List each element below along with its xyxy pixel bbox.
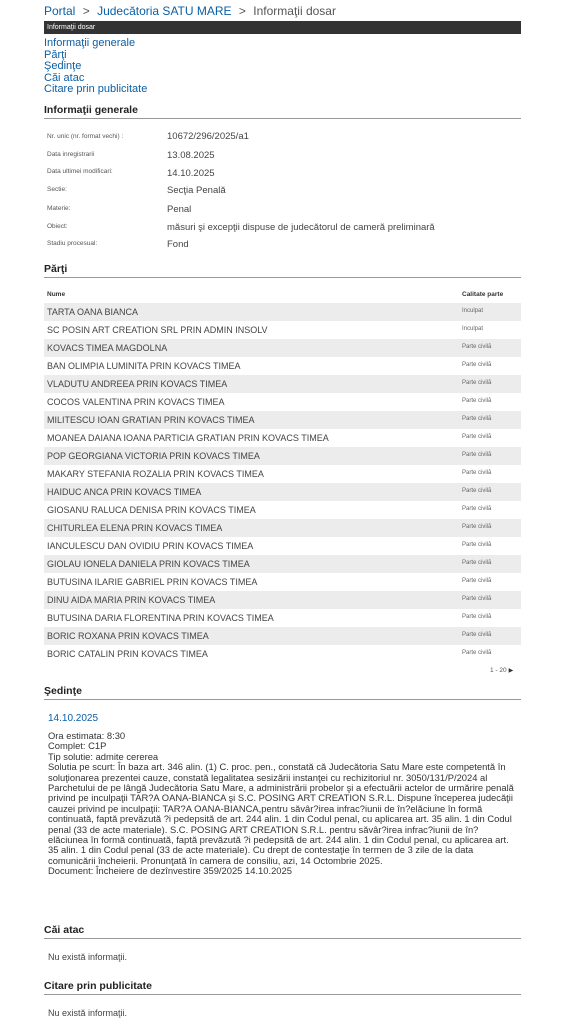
party-name: SC POSIN ART CREATION SRL PRIN ADMIN INSOLV bbox=[47, 325, 268, 335]
party-name: BUTUSINA DARIA FLORENTINA PRIN KOVACS TIMEA bbox=[47, 613, 274, 623]
breadcrumb bbox=[44, 4, 336, 18]
party-name: VLADUTU ANDREEA PRIN KOVACS TIMEA bbox=[47, 379, 228, 389]
table-row bbox=[44, 375, 521, 393]
table-row bbox=[44, 411, 521, 429]
info-label: Nr. unic (nr. format vechi) : bbox=[47, 133, 124, 140]
cai-atac-empty-message: Nu există informaţii. bbox=[48, 952, 128, 962]
party-role: Parte civilă bbox=[462, 344, 492, 350]
party-role: Parte civilă bbox=[462, 632, 492, 638]
party-name: COCOS VALENTINA PRIN KOVACS TIMEA bbox=[47, 397, 225, 407]
breadcrumb-portal-link[interactable]: Portal bbox=[44, 4, 76, 18]
info-label: Sectie: bbox=[47, 186, 67, 193]
party-name: CHITURLEA ELENA PRIN KOVACS TIMEA bbox=[47, 523, 223, 533]
toc-link-parti[interactable]: Părţi bbox=[44, 48, 67, 61]
info-value[interactable]: 10672/296/2025/a1 bbox=[167, 131, 249, 142]
party-name: BORIC CATALIN PRIN KOVACS TIMEA bbox=[47, 649, 208, 659]
sedinta-date: 14.10.2025 bbox=[48, 713, 99, 724]
table-row bbox=[44, 555, 521, 573]
party-role: Parte civilă bbox=[462, 470, 492, 476]
party-role: Parte civilă bbox=[462, 398, 492, 404]
party-name: IANCULESCU DAN OVIDIU PRIN KOVACS TIMEA bbox=[47, 541, 254, 551]
sedinta-details bbox=[48, 731, 518, 877]
table-row bbox=[44, 429, 521, 447]
pagination bbox=[490, 667, 513, 674]
info-label: Stadiu procesual: bbox=[47, 240, 98, 247]
party-name: BORIC ROXANA PRIN KOVACS TIMEA bbox=[47, 631, 209, 641]
party-name: MOANEA DAIANA IOANA PARTICIA GRATIAN PRIN KOVACS TIMEA bbox=[47, 433, 329, 443]
info-label: Data inregistrarii bbox=[47, 151, 95, 158]
party-role: Inculpat bbox=[462, 308, 484, 314]
toc-link-citare[interactable]: Citare prin publicitate bbox=[44, 83, 148, 96]
info-label: Obiect: bbox=[47, 223, 68, 230]
party-name: HAIDUC ANCA PRIN KOVACS TIMEA bbox=[47, 487, 202, 497]
party-role: Inculpat bbox=[462, 326, 484, 332]
party-role: Parte civilă bbox=[462, 488, 492, 494]
party-role: Parte civilă bbox=[462, 416, 492, 422]
parti-table-header bbox=[44, 289, 521, 302]
section-title-sedinte: Şedinţe bbox=[44, 685, 521, 700]
title-bar bbox=[44, 21, 521, 34]
section-title-parti: Părţi bbox=[44, 263, 521, 278]
party-role: Parte civilă bbox=[462, 506, 492, 512]
table-row bbox=[44, 447, 521, 465]
party-name: POP GEORGIANA VICTORIA PRIN KOVACS TIMEA bbox=[47, 451, 260, 461]
info-value: Secţia Penală bbox=[167, 185, 226, 196]
sedinta-document: Document: Încheiere de dezînvestire 359/2025 14.10.2025 bbox=[48, 865, 292, 877]
party-name: BAN OLIMPIA LUMINITA PRIN KOVACS TIMEA bbox=[47, 361, 241, 371]
sedinta-solutie: Solutia pe scurt: În baza art. 346 alin. (1) C. proc. pen., constată că Judecătoria Satu Mare este competentă în soluţionarea prezentei cauze, constată legalitatea sesizării instanţei cu rechizitoriul nr. 3050/131/P/2024 al Parchetului de pe lângă Judecătoria Satu Mare, a administrării probelor şi a efectuării actelor de urmărire penală privind pe inculpaţii TAR?A OANA-BIANCA şi S.C. POSING ART CREATION S.R.L. Dispune începerea judecăţii cauzei privind pe inculpaţii: TAR?A OANA-BIANCA,pentru săvâr?irea infrac?iunii de în?elăciune în formă continuată, faptă prevăzută ?i pedepsită de art. 244 alin. 1 din Codul penal, cu aplicarea art. 35 alin. 1 din Codul penal (33 de acte materiale). S.C. POSING ART CREATION S.R.L. pentru săvâr?irea infrac?iunii de în?elăciunea în formă continuată, faptă prevăzută ?i pedepsită de art. 244 alin. 1 din Codul penal, cu aplicarea art. 35 alin. 1 din Codul penal (33 de acte materiale). Cu drept de contestaţie în termen de 3 zile de la data comunicării încheierii. Pronunţată în camera de consiliu, azi, 14 Octombrie 2025. bbox=[48, 761, 514, 866]
table-row bbox=[44, 573, 521, 591]
party-role: Parte civilă bbox=[462, 434, 492, 440]
breadcrumb-court-link[interactable]: Judecătoria SATU MARE bbox=[97, 4, 232, 18]
column-header-nume: Nume bbox=[47, 291, 66, 298]
table-row bbox=[44, 519, 521, 537]
sedinta-tip-solutie: Tip solutie: admite cererea bbox=[48, 750, 159, 762]
info-label: Data ultimei modificari: bbox=[47, 168, 113, 175]
table-row bbox=[44, 303, 521, 321]
table-row bbox=[44, 609, 521, 627]
party-role: Parte civilă bbox=[462, 524, 492, 530]
table-of-contents bbox=[44, 38, 147, 96]
party-name: GIOLAU IONELA DANIELA PRIN KOVACS TIMEA bbox=[47, 559, 250, 569]
party-role: Parte civilă bbox=[462, 650, 492, 656]
table-row bbox=[44, 501, 521, 519]
title-bar-label: Informaţii dosar bbox=[47, 24, 96, 31]
table-row bbox=[44, 627, 521, 645]
table-row bbox=[44, 645, 521, 663]
section-title-cai-atac: Căi atac bbox=[44, 924, 521, 939]
party-name: TARTA OANA BIANCA bbox=[47, 307, 139, 317]
party-role: Parte civilă bbox=[462, 560, 492, 566]
section-title-citare: Citare prin publicitate bbox=[44, 980, 521, 995]
table-row bbox=[44, 393, 521, 411]
party-name: KOVACS TIMEA MAGDOLNA bbox=[47, 343, 168, 353]
party-role: Parte civilă bbox=[462, 614, 492, 620]
party-name: MILITESCU IOAN GRATIAN PRIN KOVACS TIMEA bbox=[47, 415, 255, 425]
party-role: Parte civilă bbox=[462, 380, 492, 386]
party-role: Parte civilă bbox=[462, 542, 492, 548]
info-value: Penal bbox=[167, 204, 192, 215]
party-name: DINU AIDA MARIA PRIN KOVACS TIMEA bbox=[47, 595, 216, 605]
breadcrumb-separator: > bbox=[82, 4, 90, 18]
info-label: Materie: bbox=[47, 205, 71, 212]
info-value: Fond bbox=[167, 239, 189, 250]
citare-empty-message: Nu există informaţii. bbox=[48, 1008, 128, 1018]
party-role: Parte civilă bbox=[462, 596, 492, 602]
table-row bbox=[44, 591, 521, 609]
toc-link-informatii-generale[interactable]: Informaţii generale bbox=[44, 37, 136, 49]
breadcrumb-current: Informaţii dosar bbox=[253, 4, 336, 18]
info-value: măsuri şi excepţii dispuse de judecătorul de cameră preliminară bbox=[167, 222, 435, 233]
breadcrumb-separator: > bbox=[238, 4, 246, 18]
pagination-range: 1 - 20 bbox=[490, 667, 507, 674]
table-row bbox=[44, 537, 521, 555]
table-row bbox=[44, 357, 521, 375]
table-row bbox=[44, 483, 521, 501]
section-title-informatii-generale: Informaţii generale bbox=[44, 104, 521, 119]
toc-link-sedinte[interactable]: Şedinţe bbox=[44, 60, 82, 73]
info-value: 13.08.2025 bbox=[167, 150, 215, 161]
sedinta-complet: Complet: C1P bbox=[48, 740, 107, 752]
party-name: GIOSANU RALUCA DENISA PRIN KOVACS TIMEA bbox=[47, 505, 256, 515]
party-name: MAKARY STEFANIA ROZALIA PRIN KOVACS TIMEA bbox=[47, 469, 264, 479]
table-row bbox=[44, 465, 521, 483]
party-name: BUTUSINA ILARIE GABRIEL PRIN KOVACS TIMEA bbox=[47, 577, 258, 587]
table-row bbox=[44, 321, 521, 339]
sedinta-ora: Ora estimata: 8:30 bbox=[48, 730, 126, 741]
table-row bbox=[44, 339, 521, 357]
toc-link-cai-atac[interactable]: Căi atac bbox=[44, 71, 85, 84]
party-role: Parte civilă bbox=[462, 452, 492, 458]
party-role: Parte civilă bbox=[462, 578, 492, 584]
info-value: 14.10.2025 bbox=[167, 168, 215, 179]
column-header-calitate: Calitate parte bbox=[462, 291, 504, 298]
next-page-icon[interactable]: ▶ bbox=[508, 668, 514, 674]
party-role: Parte civilă bbox=[462, 362, 492, 368]
